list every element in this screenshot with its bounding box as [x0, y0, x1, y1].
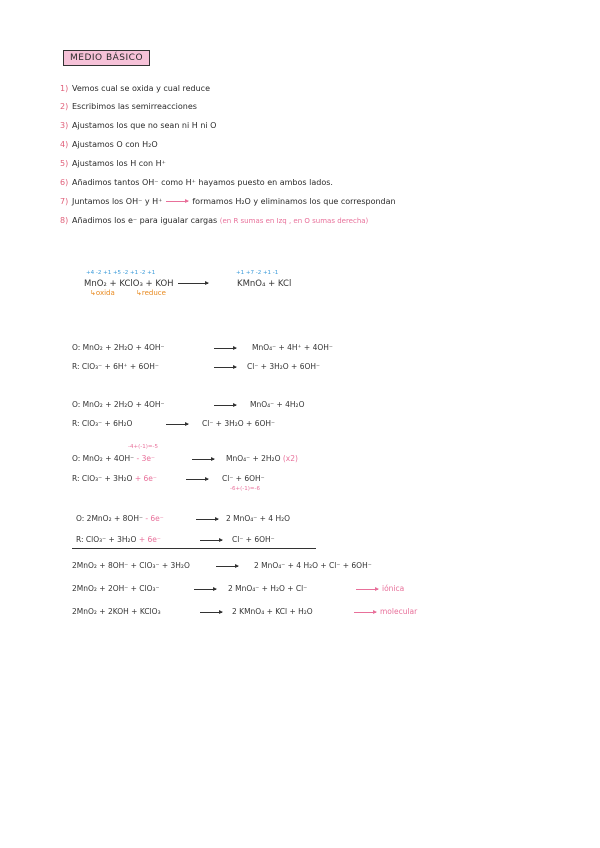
final-arrow-3 — [196, 607, 226, 616]
b3-ox-right: MnO₄⁻ + 2H₂O (x2) — [226, 454, 298, 463]
b1-red-right: Cl⁻ + 3H₂O + 6OH⁻ — [247, 362, 320, 371]
ionic-right: 2 MnO₄⁻ + H₂O + Cl⁻ — [228, 584, 308, 593]
arrow-icon — [196, 519, 218, 520]
step-1: 1) Vemos cual se oxida y cual reduce — [60, 84, 210, 93]
b2-ox-right: MnO₄⁻ + 4H₂O — [250, 400, 305, 409]
step-2: 2) Escribimos las semirreacciones — [60, 102, 197, 111]
b3-red-charge: -6+(-1)=-6 — [230, 486, 260, 492]
arrow-icon — [178, 283, 208, 284]
arrow-icon — [356, 589, 378, 590]
step-7: 7) Juntamos los OH⁻ y H⁺ formamos H₂O y eliminamos los que correspondan — [60, 197, 396, 206]
arrow-icon — [214, 405, 236, 406]
final-sum-right: 2 MnO₄⁻ + 4 H₂O + Cl⁻ + 6OH⁻ — [254, 561, 372, 570]
ionic-left: 2MnO₂ + 2OH⁻ + ClO₃⁻ — [72, 584, 160, 593]
b1-red-left: R: ClO₃⁻ + 6H⁺ + 6OH⁻ — [72, 362, 159, 371]
b1-ox-right: MnO₄⁻ + 4H⁺ + 4OH⁻ — [252, 343, 333, 352]
b4-arrow — [192, 514, 222, 523]
b2-arrow — [210, 400, 240, 409]
arrow-icon — [200, 540, 222, 541]
b3-ox-left: O: MnO₂ + 4OH⁻ - 3e⁻ — [72, 454, 155, 463]
step-5: 5) Ajustamos los H con H⁺ — [60, 159, 166, 168]
sum-divider — [72, 548, 316, 549]
b4-red-left: R: ClO₃⁻ + 3H₂O + 6e⁻ — [76, 535, 161, 544]
arrow-icon — [200, 612, 222, 613]
final-arrow-2 — [190, 584, 220, 593]
arrow-icon — [194, 589, 216, 590]
step-8: 8) Añadimos los e⁻ para igualar cargas (en R sumas en Izq , en O sumas derecha) — [60, 216, 369, 225]
reaction-left: MnO₂ + KClO₃ + KOH — [84, 279, 212, 289]
ionic-label: iónica — [352, 584, 404, 593]
oxide-label: ↳oxida — [90, 289, 115, 297]
arrow-icon — [186, 479, 208, 480]
arrow-icon — [216, 566, 238, 567]
reduce-label: ↳reduce — [136, 289, 166, 297]
molecular-label: molecular — [350, 607, 417, 616]
arrow-icon — [354, 612, 376, 613]
arrow-icon — [192, 459, 214, 460]
b3-red-left: R: ClO₃⁻ + 3H₂O + 6e⁻ — [72, 474, 157, 483]
final-sum-left: 2MnO₂ + 8OH⁻ + ClO₃⁻ + 3H₂O — [72, 561, 190, 570]
b3-arrow2 — [182, 474, 212, 483]
arrow-icon — [214, 367, 236, 368]
b1-arrow2 — [210, 362, 240, 371]
arrow-icon — [166, 201, 188, 202]
b4-ox-right: 2 MnO₄⁻ + 4 H₂O — [226, 514, 291, 523]
b4-arrow2 — [196, 535, 226, 544]
step-3: 3) Ajustamos los que no sean ni H ni O — [60, 121, 217, 130]
b1-arrow — [210, 343, 240, 352]
step-4: 4) Ajustamos O con H₂O — [60, 140, 158, 149]
b1-ox-left: O: MnO₂ + 2H₂O + 4OH⁻ — [72, 343, 165, 352]
b2-arrow2 — [162, 419, 192, 428]
b2-ox-left: O: MnO₂ + 2H₂O + 4OH⁻ — [72, 400, 165, 409]
b3-red-right: Cl⁻ + 6OH⁻ — [222, 474, 265, 483]
molecular-left: 2MnO₂ + 2KOH + KClO₃ — [72, 607, 161, 616]
ox-numbers-left: +4 -2 +1 +5 -2 +1 -2 +1 — [86, 270, 156, 276]
molecular-right: 2 KMnO₄ + KCl + H₂O — [232, 607, 313, 616]
arrow-icon — [166, 424, 188, 425]
b4-red-right: Cl⁻ + 6OH⁻ — [232, 535, 275, 544]
b4-ox-left: O: 2MnO₂ + 8OH⁻ - 6e⁻ — [76, 514, 164, 523]
reaction-right: KMnO₄ + KCl — [237, 279, 292, 289]
arrow-icon — [214, 348, 236, 349]
ox-numbers-right: +1 +7 -2 +1 -1 — [236, 270, 279, 276]
b3-arrow — [188, 454, 218, 463]
b3-ox-charge: -4+(-1)=-5 — [128, 444, 158, 450]
b2-red-right: Cl⁻ + 3H₂O + 6OH⁻ — [202, 419, 275, 428]
step-6: 6) Añadimos tantos OH⁻ como H⁺ hayamos puesto en ambos lados. — [60, 178, 333, 187]
final-arrow-1 — [212, 561, 242, 570]
b2-red-left: R: ClO₃⁻ + 6H₂O — [72, 419, 133, 428]
page-title: MEDIO BÁSICO — [63, 50, 150, 66]
